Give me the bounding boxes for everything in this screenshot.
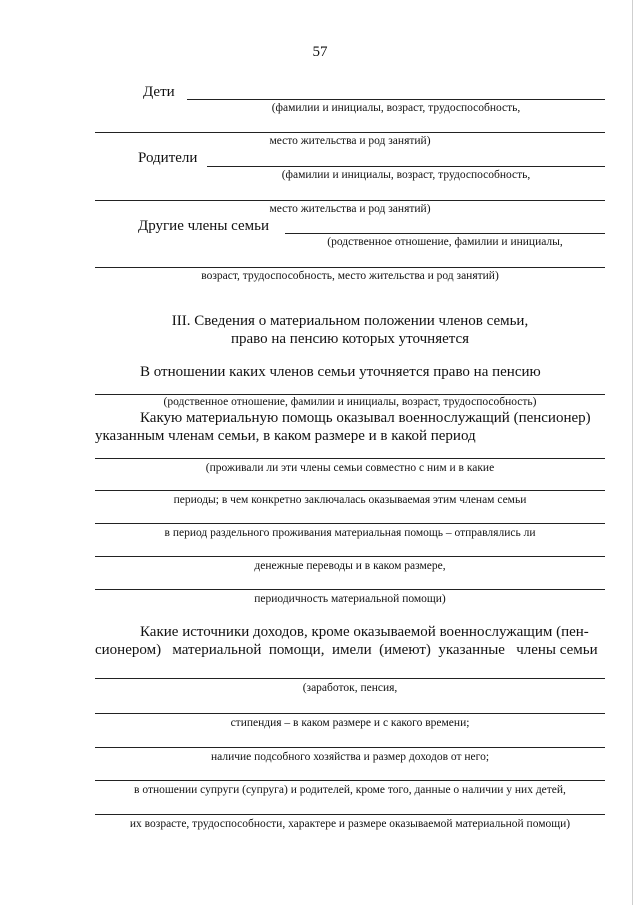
question2-hint-2: периоды; в чем конкретно заключалась оказываемая этим членам семьи bbox=[173, 494, 527, 506]
question2-input-line-5[interactable] bbox=[95, 589, 605, 590]
parents-hint-1: (фамилии и инициалы, возраст, трудоспособность, bbox=[281, 169, 531, 181]
question3-line2: сионером) материальной помощи, имели (имеют) указанные члены семьи bbox=[95, 642, 598, 658]
page-number: 57 bbox=[312, 44, 328, 60]
children-hint-1: (фамилии и инициалы, возраст, трудоспособность, bbox=[271, 102, 521, 114]
question2-line1: Какую материальную помощь оказывал военнослужащий (пенсионер) bbox=[140, 410, 591, 426]
scan-right-edge bbox=[632, 0, 633, 905]
question3-input-line-2[interactable] bbox=[95, 713, 605, 714]
others-hint-2: возраст, трудоспособность, место жительства и род занятий) bbox=[201, 270, 499, 282]
others-input-line-2[interactable] bbox=[95, 267, 605, 268]
children-input-line-2[interactable] bbox=[95, 132, 605, 133]
question2-input-line-2[interactable] bbox=[95, 490, 605, 491]
question3-input-line-5[interactable] bbox=[95, 814, 605, 815]
children-input-line[interactable] bbox=[187, 99, 605, 100]
children-hint-2: место жительства и род занятий) bbox=[269, 135, 431, 147]
question3-hint-2: стипендия – в каком размере и с какого времени; bbox=[230, 717, 470, 729]
question1-input-line[interactable] bbox=[95, 394, 605, 395]
others-input-line[interactable] bbox=[285, 233, 605, 234]
question2-hint-3: в период раздельного проживания материальная помощь – отправлялись ли bbox=[164, 527, 536, 539]
others-hint-1: (родственное отношение, фамилии и инициалы, bbox=[327, 236, 563, 248]
parents-label: Родители bbox=[138, 150, 198, 166]
question3-hint-1: (заработок, пенсия, bbox=[302, 682, 398, 694]
section3-heading-line2: право на пенсию которых уточняется bbox=[230, 331, 470, 347]
question2-input-line-4[interactable] bbox=[95, 556, 605, 557]
parents-input-line[interactable] bbox=[207, 166, 605, 167]
question2-input-line-3[interactable] bbox=[95, 523, 605, 524]
question1-hint: (родственное отношение, фамилии и инициалы, возраст, трудоспособность) bbox=[163, 396, 537, 408]
question2-line2: указанным членам семьи, в каком размере и в какой период bbox=[95, 428, 476, 444]
question3-input-line-4[interactable] bbox=[95, 780, 605, 781]
question3-line1: Какие источники доходов, кроме оказываемой военнослужащим (пен- bbox=[140, 624, 589, 640]
question1-text: В отношении каких членов семьи уточняется право на пенсию bbox=[140, 364, 541, 380]
question2-hint-1: (проживали ли эти члены семьи совместно с ним и в какие bbox=[205, 462, 495, 474]
parents-hint-2: место жительства и род занятий) bbox=[269, 203, 431, 215]
question3-input-line-1[interactable] bbox=[95, 678, 605, 679]
parents-input-line-2[interactable] bbox=[95, 200, 605, 201]
question2-hint-4: денежные переводы и в каком размере, bbox=[254, 560, 446, 572]
question3-input-line-3[interactable] bbox=[95, 747, 605, 748]
question3-hint-5: их возрасте, трудоспособности, характере и размере оказываемой материальной помощи) bbox=[129, 818, 571, 830]
question3-hint-3: наличие подсобного хозяйства и размер доходов от него; bbox=[210, 751, 490, 763]
question2-hint-5: периодичность материальной помощи) bbox=[254, 593, 446, 605]
section3-heading-line1: III. Сведения о материальном положении членов семьи, bbox=[171, 313, 529, 329]
others-label: Другие члены семьи bbox=[138, 218, 270, 234]
children-label: Дети bbox=[143, 84, 175, 100]
question3-hint-4: в отношении супруги (супруга) и родителей, кроме того, данные о наличии у них детей, bbox=[134, 784, 566, 796]
question2-input-line-1[interactable] bbox=[95, 458, 605, 459]
